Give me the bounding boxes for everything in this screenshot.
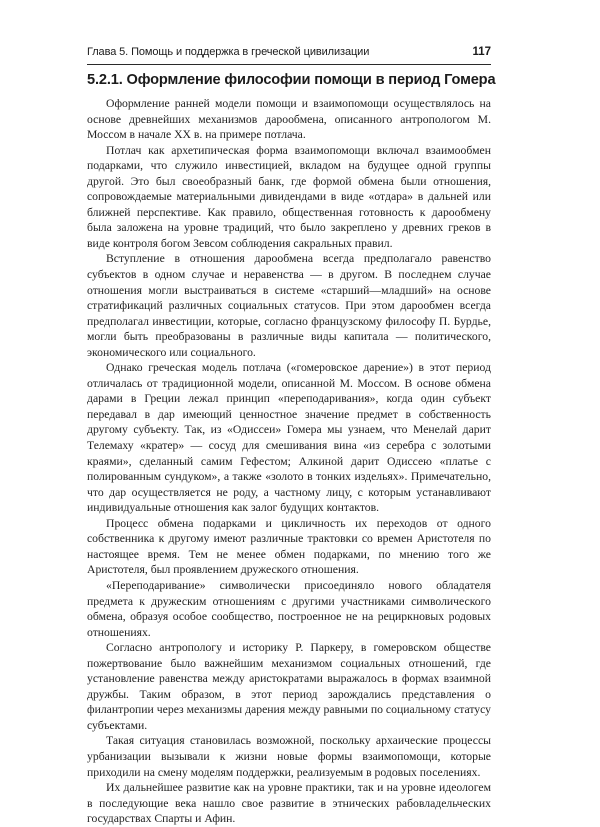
paragraph: «Переподаривание» символически присоединяло нового обладателя предмета к дружеским отношениям с другими участниками символического обмена, образуя особое сообщество, построенное не на рециркновых родовых отношениях. xyxy=(87,578,491,639)
paragraph: Такая ситуация становилась возможной, поскольку архаические процессы урбанизации вызывали к жизни новые формы взаимопомощи, которые приходили на смену моделям поддержки, реализуемым в родовых поселениях. xyxy=(87,734,491,779)
section-heading: 5.2.1. Оформление философии помощи в период Гомера xyxy=(87,72,496,88)
chapter-title: Глава 5. Помощь и поддержка в греческой цивилизации xyxy=(87,46,370,58)
running-header xyxy=(87,46,491,65)
paragraph: Потлач как архетипическая форма взаимопомощи включал взаимообмен подарками, что служило инвестицией, вкладом на будущее одной группы другой. Это был своеобразный банк, где формой обмена были отношения, сопровождаемые материальными дивидендами в виде «отдара» в дальней или ближней перспективе. Как правило, общественная готовность к дарообмену была заложена на уровне традиций, что было закреплено у древних греков в виде контроля богом Зевсом соблюдения сакральных правил. xyxy=(87,143,491,250)
paragraph: Оформление ранней модели помощи и взаимопомощи осуществлялось на основе древнейших механизмов дарообмена, описанного антропологом М. Моссом в начале XX в. на примере потлача. xyxy=(87,97,491,142)
paragraph: Согласно антропологу и историку Р. Паркеру, в гомеровском обществе пожертвование было важнейшим механизмом социальных отношений, где установление равенства между аристократами выражалось в формах взаимной дружбы. Таким образом, в этот период зарождались представления о филантропии через механизмы дарения между равными по социальному статусу субъектами. xyxy=(87,641,491,732)
paragraph: Их дальнейшее развитие как на уровне практики, так и на уровне идеологем в последующие века нашло свое развитие в этнических рабовладельческих государствах Спарты и Афин. xyxy=(87,781,491,826)
paragraph: Процесс обмена подарками и цикличность их переходов от одного собственника к другому имеют различные трактовки со времен Аристотеля по настоящее время. Тем не менее обмен подарками, по мнению того же Аристотеля, был проявлением дружеского отношения. xyxy=(87,516,491,577)
paragraph: Вступление в отношения дарообмена всегда предполагало равенство субъектов в одном случае и неравенства — в другом. В последнем случае отношения могли выстраиваться в системе «старший—младший» на основе стратификаций различных социальных статусов. При этом дарообмен всегда предполагал инвестиции, которые, согласно французскому философу П. Бурдье, могли быть преобразованы в различные виды капитала — политического, экономического или социального. xyxy=(87,252,491,359)
page-number: 117 xyxy=(472,46,491,58)
paragraph: Однако греческая модель потлача («гомеровское дарение») в этот период отличалась от традиционной модели, описанной М. Моссом. В основе обмена дарами в Греции лежал принцип «переподаривания», когда один субъект передавал в дар имеющий ценностное значение предмет в собственность другому субъекту. Так, из «Одиссеи» Гомера мы узнаем, что Менелай дарит Телемаху «кратер» — сосуд для смешивания вина «из серебра с золотыми краями», сделанный самим Гефестом; Алкиной дарит Одиссею «платье с полированным сундуком», а также «золото в тонких издельях». Примечательно, что дар осуществляется не роду, а частному лицу, с которым устанавливают индивидуальные отношения как залог будущих контактов. xyxy=(87,361,491,515)
body-text xyxy=(87,96,491,827)
